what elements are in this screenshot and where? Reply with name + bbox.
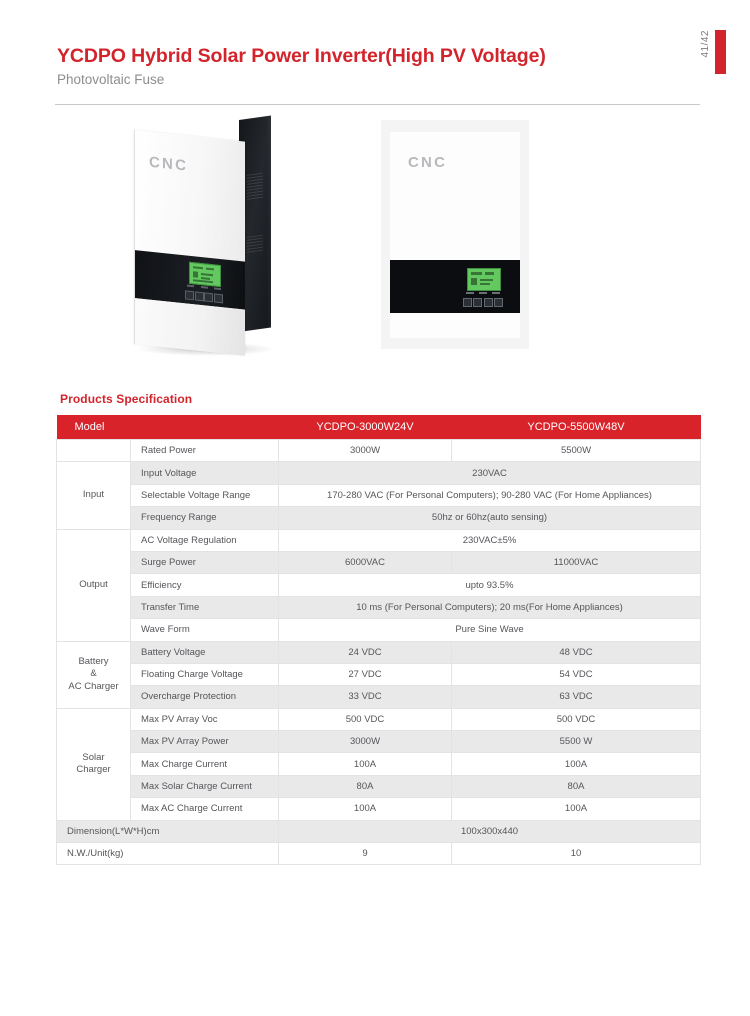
table-row [57, 753, 701, 775]
brand-logo: CNC [149, 153, 189, 175]
column-header-model: Model [57, 415, 279, 440]
table-row [57, 529, 701, 551]
table-row [57, 484, 701, 506]
led-indicator-icon [479, 292, 487, 294]
row-value-merged: 170-280 VAC (For Personal Computers); 90-280 VAC (For Home Appliances) [279, 484, 701, 506]
row-value-model-b: 11000VAC [452, 551, 701, 573]
spec-section-heading: Products Specification [60, 392, 193, 406]
panel-button-icon [185, 290, 194, 300]
row-value-model-b: 54 VDC [452, 663, 701, 685]
product-image-angled [134, 116, 286, 356]
product-image-front [381, 120, 529, 349]
row-value-merged: 50hz or 60hz(auto sensing) [279, 507, 701, 529]
panel-button-icon [204, 292, 213, 302]
row-label: Max Charge Current [131, 753, 279, 775]
table-row [57, 843, 701, 865]
page-number: 41/42 [700, 30, 711, 58]
panel-button-icon [195, 291, 204, 301]
row-label: Wave Form [131, 619, 279, 641]
row-label: Transfer Time [131, 596, 279, 618]
table-row [57, 708, 701, 730]
row-value-model-a: 24 VDC [279, 641, 452, 663]
row-value-model-a: 33 VDC [279, 686, 452, 708]
row-label: Max PV Array Voc [131, 708, 279, 730]
table-row [57, 731, 701, 753]
led-indicator-icon [214, 287, 221, 290]
row-label: AC Voltage Regulation [131, 529, 279, 551]
spec-table-body [57, 415, 701, 865]
row-label: Max AC Charge Current [131, 798, 279, 820]
row-group-label: Input [57, 462, 131, 529]
row-value-merged: 230VAC [279, 462, 701, 484]
panel-button-icon [463, 298, 472, 307]
row-group-label: Output [57, 529, 131, 641]
panel-button-icon [484, 298, 493, 307]
row-label: Input Voltage [131, 462, 279, 484]
column-header-model-b: YCDPO-5500W48V [452, 415, 701, 440]
row-value-model-a: 100A [279, 753, 452, 775]
column-header-model-a: YCDPO-3000W24V [279, 415, 452, 440]
row-label: Surge Power [131, 551, 279, 573]
row-label: Max PV Array Power [131, 731, 279, 753]
brand-logo: CNC [408, 154, 448, 171]
page-marker-bar [715, 30, 726, 74]
vent-icon [247, 235, 263, 255]
vent-icon [247, 173, 263, 201]
table-row [57, 440, 701, 462]
led-indicator-icon [492, 292, 500, 294]
led-indicator-icon [187, 285, 194, 288]
row-label: Efficiency [131, 574, 279, 596]
inverter-front-face [134, 130, 245, 356]
page-title: YCDPO Hybrid Solar Power Inverter(High PV Voltage) [57, 45, 546, 67]
row-group-label [57, 440, 131, 462]
row-value-model-a: 100A [279, 798, 452, 820]
row-value-model-a: 6000VAC [279, 551, 452, 573]
table-row [57, 462, 701, 484]
control-button-group [185, 290, 223, 303]
row-value-model-a: 80A [279, 775, 452, 797]
row-value-merged: 100x300x440 [279, 820, 701, 842]
row-value-merged: Pure Sine Wave [279, 619, 701, 641]
led-indicator-icon [466, 292, 474, 294]
specification-table [56, 415, 701, 865]
table-row [57, 574, 701, 596]
inverter-control-panel [390, 260, 520, 313]
table-row [57, 663, 701, 685]
page-subtitle: Photovoltaic Fuse [57, 72, 165, 87]
row-label: Selectable Voltage Range [131, 484, 279, 506]
row-value-model-b: 500 VDC [452, 708, 701, 730]
row-label: Dimension(L*W*H)cm [57, 820, 279, 842]
row-label: N.W./Unit(kg) [57, 843, 279, 865]
panel-button-icon [214, 293, 223, 303]
table-row [57, 686, 701, 708]
row-value-model-a: 27 VDC [279, 663, 452, 685]
panel-button-icon [473, 298, 482, 307]
page-marker [701, 30, 726, 74]
table-row [57, 551, 701, 573]
panel-button-icon [494, 298, 503, 307]
row-value-model-b: 80A [452, 775, 701, 797]
row-label: Rated Power [131, 440, 279, 462]
row-value-model-b: 5500 W [452, 731, 701, 753]
header-divider [55, 104, 700, 105]
row-label: Floating Charge Voltage [131, 663, 279, 685]
row-label: Max Solar Charge Current [131, 775, 279, 797]
control-button-group [463, 298, 503, 307]
table-row [57, 507, 701, 529]
table-row [57, 820, 701, 842]
status-led-group [466, 292, 500, 294]
row-value-merged: 230VAC±5% [279, 529, 701, 551]
row-value-model-b: 48 VDC [452, 641, 701, 663]
row-value-model-a: 9 [279, 843, 452, 865]
table-row [57, 798, 701, 820]
row-group-label: Solar Charger [57, 708, 131, 820]
page-header [57, 44, 697, 89]
row-value-model-b: 5500W [452, 440, 701, 462]
led-indicator-icon [201, 286, 208, 289]
lcd-display-icon [189, 262, 221, 287]
table-header-row [57, 415, 701, 440]
row-value-model-b: 100A [452, 798, 701, 820]
row-value-model-b: 10 [452, 843, 701, 865]
table-row [57, 619, 701, 641]
table-row [57, 641, 701, 663]
row-label: Frequency Range [131, 507, 279, 529]
table-row [57, 596, 701, 618]
product-image-gallery [0, 112, 750, 357]
row-value-model-b: 100A [452, 753, 701, 775]
row-group-label: Battery & AC Charger [57, 641, 131, 708]
row-label: Battery Voltage [131, 641, 279, 663]
row-value-merged: upto 93.5% [279, 574, 701, 596]
row-value-model-b: 63 VDC [452, 686, 701, 708]
inverter-front-face [390, 132, 520, 338]
row-value-model-a: 3000W [279, 440, 452, 462]
row-value-model-a: 3000W [279, 731, 452, 753]
row-label: Overcharge Protection [131, 686, 279, 708]
table-row [57, 775, 701, 797]
row-value-merged: 10 ms (For Personal Computers); 20 ms(For Home Appliances) [279, 596, 701, 618]
lcd-display-icon [467, 268, 501, 291]
row-value-model-a: 500 VDC [279, 708, 452, 730]
